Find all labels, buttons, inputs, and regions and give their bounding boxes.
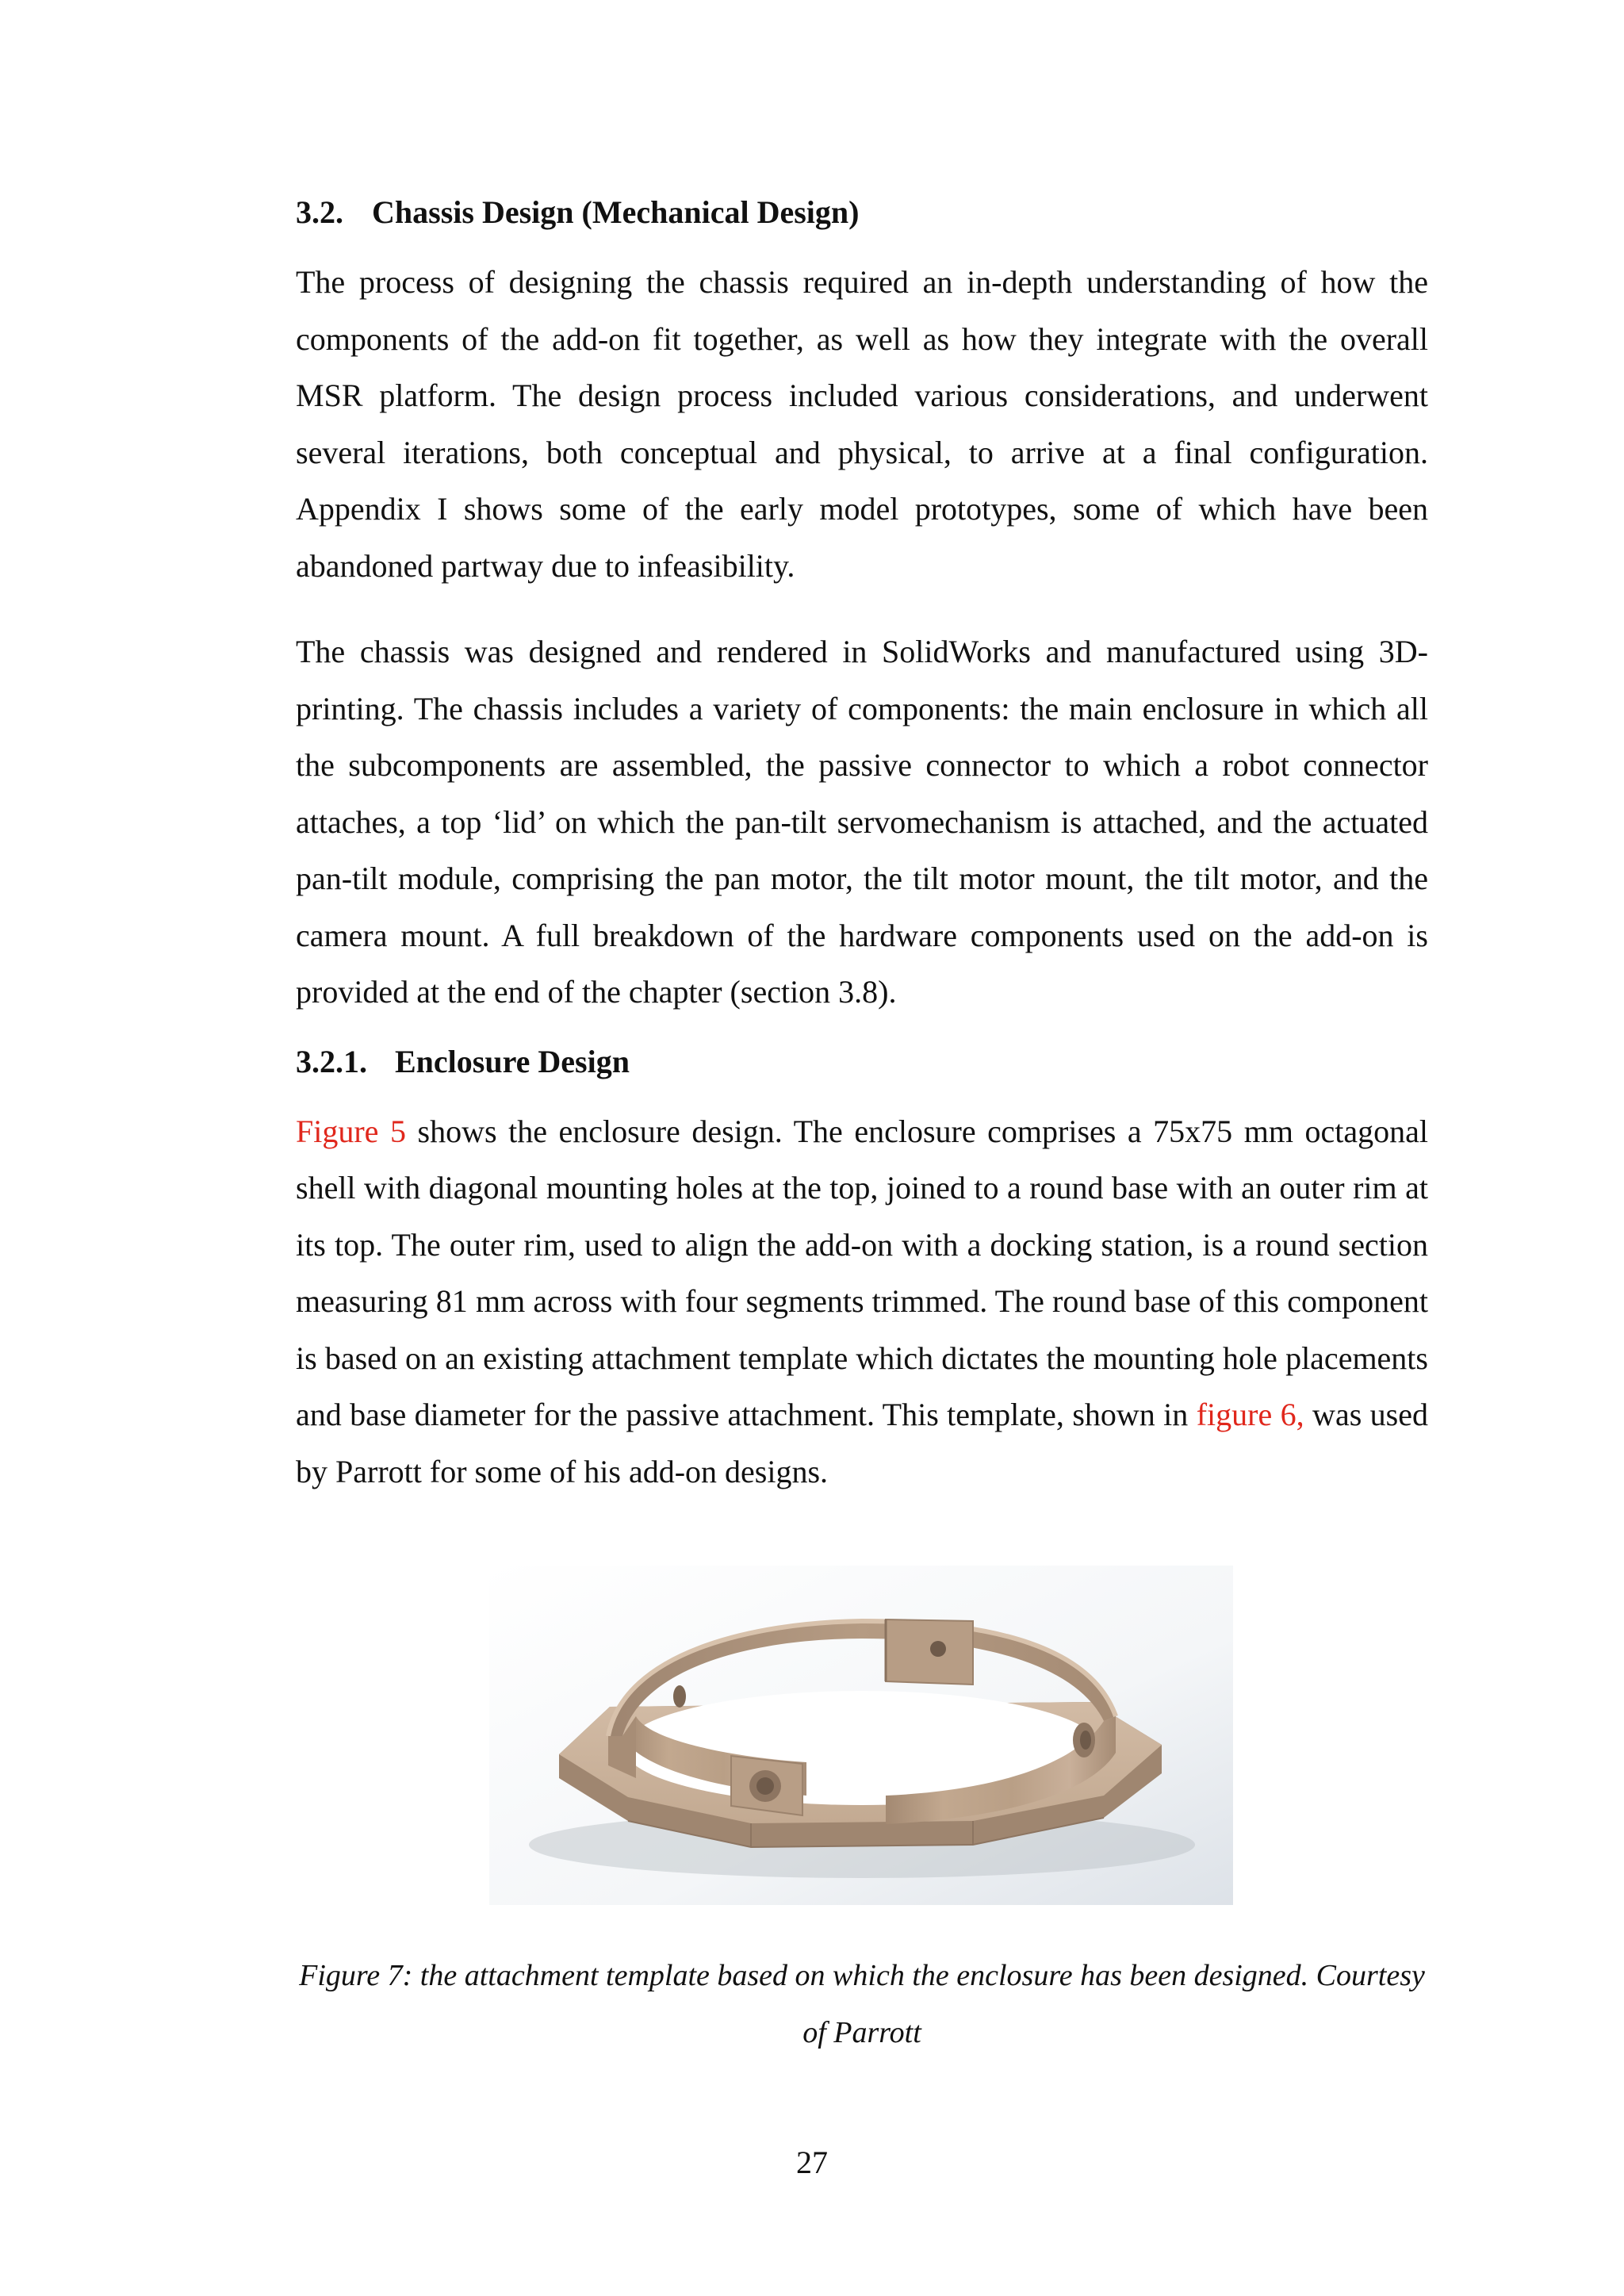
- attachment-template-figure: [489, 1566, 1233, 1905]
- enclosure-text-1: shows the enclosure design. The enclosure comprises a 75x75 mm octagonal shell with diagonal mounting holes at the top, joined to a round base with an outer rim at its top. The outer rim, used to align the add-on with a docking station, is a round section measuring 81 mm across with four segments trimmed. The round base of this component is based on an existing attachment template which dictates the mounting hole placements and base diameter for the passive attachment. This template, shown in: [296, 1113, 1428, 1432]
- section-title: Chassis Design (Mechanical Design): [372, 194, 860, 230]
- section-heading: [296, 184, 1428, 241]
- caption-line-1: Figure 7: the attachment template based on which the enclosure has been designed. Courtesy: [299, 1959, 1425, 1992]
- paragraph-enclosure: [296, 1103, 1428, 1501]
- subsection-title: Enclosure Design: [395, 1043, 630, 1079]
- back-hole: [930, 1641, 946, 1657]
- figure-caption: [296, 1947, 1428, 2061]
- paragraph-chassis-components: The chassis was designed and rendered in SolidWorks and manufactured using 3D-printing. The chassis includes a variety of components: the main enclosure in which all the subcomponents are assembled, the passive connector to which a robot connector attaches, a top ‘lid’ on which the pan-tilt servomechanism is attached, and the actuated pan-tilt module, comprising the pan motor, the tilt motor mount, the tilt motor, and the camera mount. A full breakdown of the hardware components used on the add-on is provided at the end of the chapter (section 3.8).: [296, 634, 1428, 1010]
- page-number: 27: [796, 2145, 828, 2180]
- page-body: [296, 184, 1428, 1500]
- figure-6-link[interactable]: figure 6,: [1196, 1397, 1304, 1432]
- enclosure-text-2: was used by Parrott for some of his add-on designs.: [296, 1397, 1428, 1489]
- subsection-heading: [296, 1033, 1428, 1091]
- figure-5-link[interactable]: Figure 5: [296, 1113, 406, 1149]
- back-panel: [886, 1619, 973, 1685]
- side-hole-left: [673, 1685, 686, 1708]
- caption-line-2: of Parrott: [802, 2016, 921, 2049]
- subsection-number: 3.2.1.: [296, 1043, 367, 1079]
- paragraph-design-process: The process of designing the chassis required an in-depth understanding of how the components of the add-on fit together, as well as how they integrate with the overall MSR platform. The design process included various considerations, and underwent several iterations, both conceptual and physical, to arrive at a final configuration. Appendix I shows some of the early model prototypes, some of which have been abandoned partway due to infeasibility.: [296, 264, 1428, 584]
- section-number: 3.2.: [296, 194, 343, 230]
- attachment-template-render: [489, 1566, 1233, 1905]
